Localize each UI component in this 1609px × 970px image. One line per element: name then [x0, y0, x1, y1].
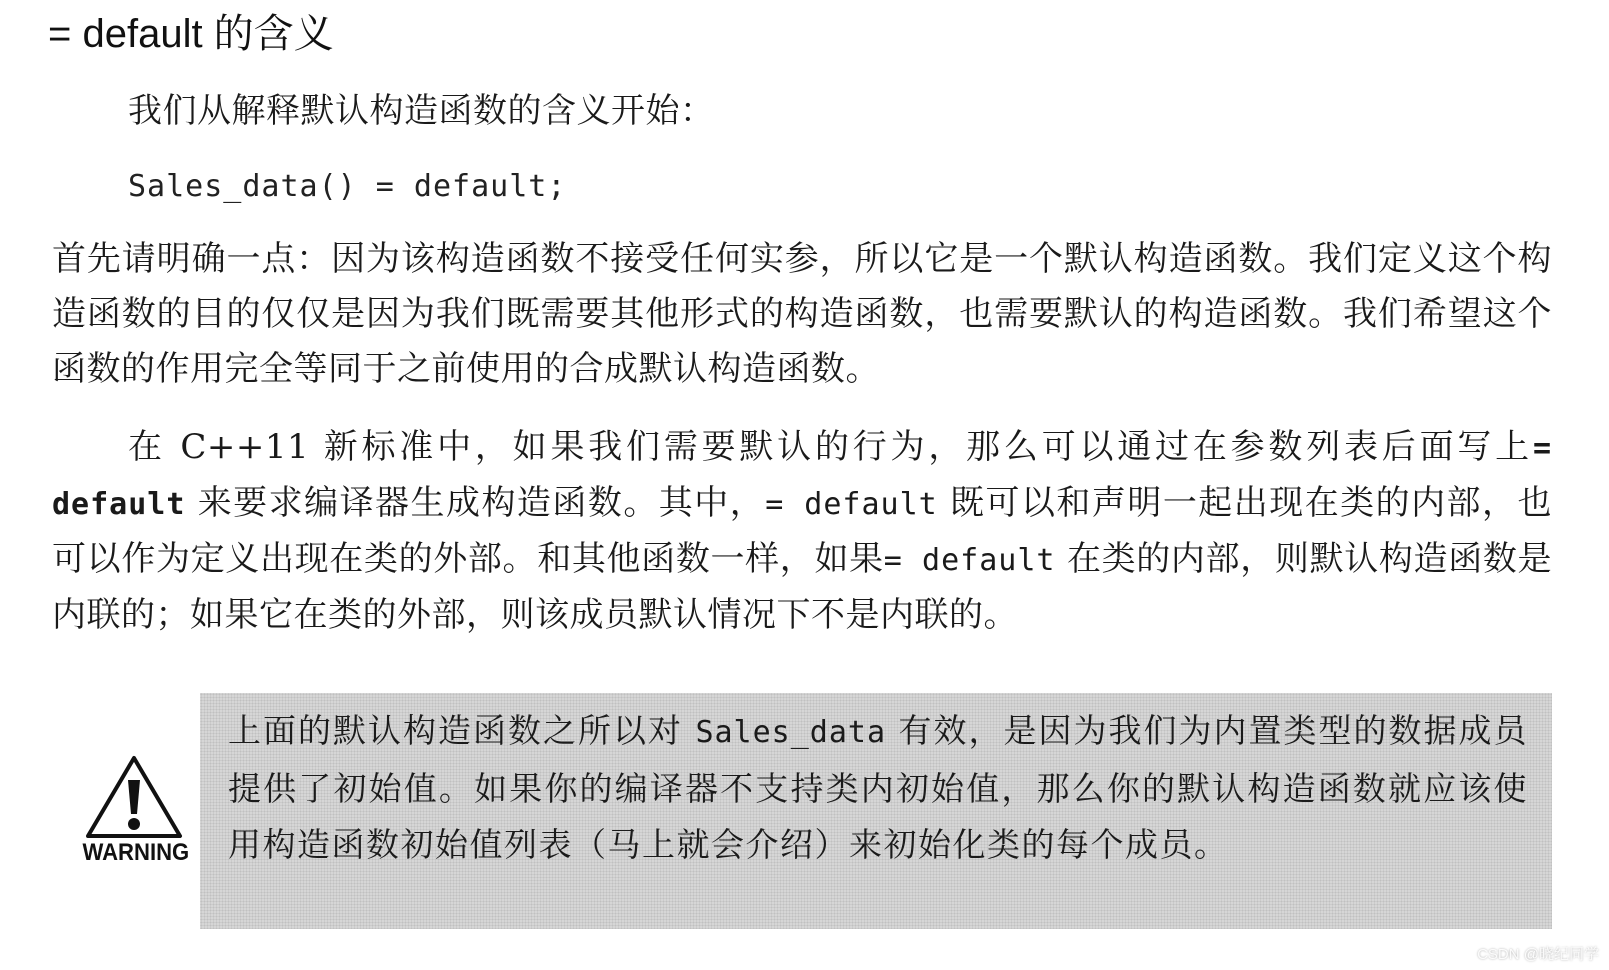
code-sales-data: Sales_data — [695, 715, 887, 750]
code-default-bold: = default — [52, 431, 1552, 522]
para2-text-2: 来要求编译器生成构造函数。其中， — [185, 483, 766, 523]
paragraph-explanation: 首先请明确一点：因为该构造函数不接受任何实参，所以它是一个默认构造函数。我们定义这个构造函数的目的仅仅是因为我们既需要其他形式的构造函数，也需要默认的构造函数。我们希望这个函数的作用完全等同于之前使用的合成默认构造函数。 — [52, 239, 1552, 389]
para2-text-4: 在类的内部，则默认构造函数是内联的；如果它在类的外部，则该成员默认情况下不是内联的。 — [52, 539, 1553, 635]
warning-note-text — [228, 703, 1528, 873]
code-default-inline: = default — [765, 487, 938, 522]
para2-text-3: 既可以和声明一起出现在类的内部，也可以作为定义出现在类的外部。和其他函数一样，如果 — [52, 483, 1552, 579]
warning-text-1: 上面的默认构造函数之所以对 — [228, 711, 696, 750]
warning-text-2: 有效，是因为我们为内置类型的数据成员提供了初始值。如果你的编译器不支持类内初始值，那么你的默认构造函数就应该使用构造函数初始值列表（马上就会介绍）来初始化类的每个成员。 — [228, 711, 1528, 864]
code-default-inline-2: = default — [883, 543, 1056, 578]
para2-text-1: 在 C++11 新标准中，如果我们需要默认的行为，那么可以通过在参数列表后面写上 — [128, 427, 1533, 467]
warning-label: WARNING — [82, 839, 190, 866]
section-heading: = default 的含义 — [48, 12, 334, 56]
paragraph-cpp11 — [52, 420, 1552, 643]
watermark: CSDN @晓纪同学 — [1477, 946, 1599, 963]
warning-triangle-icon — [84, 752, 184, 844]
intro-paragraph: 我们从解释默认构造函数的含义开始： — [128, 91, 715, 131]
code-example: Sales_data() = default; — [128, 169, 567, 204]
